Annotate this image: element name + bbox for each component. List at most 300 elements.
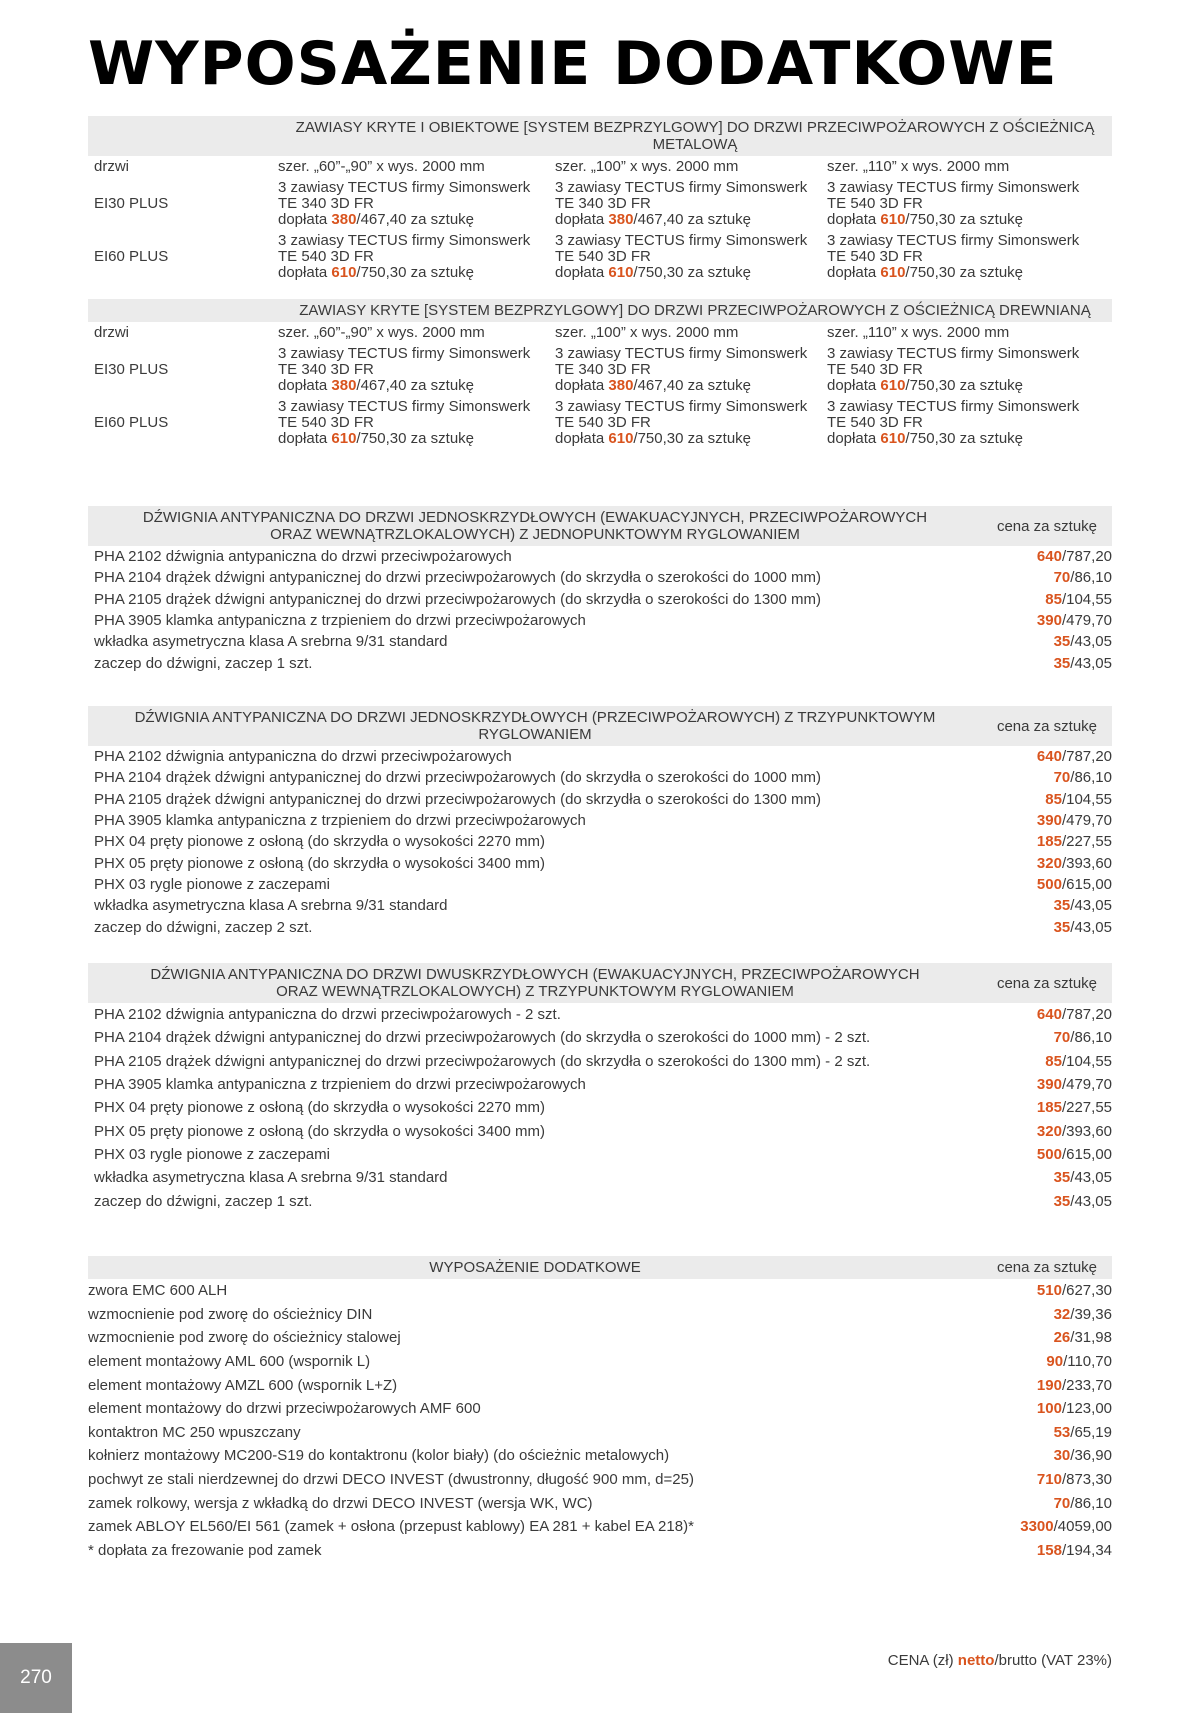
hinge-desc: 3 zawiasy TECTUS firmy Simonswerk [555,397,808,415]
hinge-price [278,378,555,394]
hinge-cell [827,399,1112,447]
price-net: 190 [1036,1376,1062,1394]
price-gross: /750,30 za sztukę [356,429,474,447]
price-gross: /615,00 [1061,875,1112,893]
price-gross: /43,05 [1070,654,1112,672]
item-price [1054,919,1112,936]
section-header [88,706,1112,746]
hinge-desc: 3 zawiasy TECTUS firmy Simonswerk [278,344,531,362]
price-gross: /787,20 [1061,1006,1112,1024]
panic-single-one-point-section [88,506,1112,674]
hinge-price [555,212,827,228]
price-gross: /194,34 [1061,1541,1112,1559]
price-row [88,567,1112,588]
item-price [1054,769,1112,786]
price-row [88,1073,1112,1096]
item-price [1045,1053,1112,1070]
price-net: 380 [608,376,634,394]
price-row [88,1539,1112,1563]
hinge-model: TE 540 3D FR [555,247,651,265]
hinge-price [827,212,1112,228]
price-gross: /110,70 [1063,1353,1112,1371]
price-row [88,652,1112,673]
price-prefix: dopłata [555,376,609,394]
price-net: 26 [1053,1329,1071,1347]
price-gross: /39,36 [1070,1305,1112,1323]
item-price [1037,1076,1112,1093]
hinge-model: TE 540 3D FR [278,413,374,431]
hinge-model: TE 340 3D FR [555,360,651,378]
price-gross: /227,55 [1061,1099,1112,1117]
price-column-label: cena za sztukę [996,717,1098,735]
price-row [88,1468,1112,1492]
price-column-label: cena za sztukę [996,1259,1098,1276]
hinge-price [827,378,1112,394]
hinge-cell [555,233,827,281]
item-price [1054,655,1112,672]
price-net: 3300 [1020,1518,1054,1536]
price-row [88,852,1112,873]
price-gross: /43,05 [1070,897,1112,915]
price-gross: /104,55 [1061,1052,1112,1070]
hinge-desc: 3 zawiasy TECTUS firmy Simonswerk [555,344,808,362]
item-name: element montażowy do drzwi przeciwpożarowych AMF 600 [88,1400,481,1418]
class-label: EI60 PLUS [94,414,169,431]
price-row [88,1373,1112,1397]
hinge-cell [827,346,1112,394]
item-name: PHX 05 pręty pionowe z osłoną (do skrzydła o wysokości 3400 mm) [94,1122,546,1140]
section-title-line: DŹWIGNIA ANTYPANICZNA DO DRZWI JEDNOSKRZYDŁOWYCH (EWAKUACYJNYCH, PRZECIWPOŻAROWYCH [142,509,928,526]
price-row [88,1050,1112,1073]
price-gross: /615,00 [1061,1145,1112,1163]
price-row [88,1421,1112,1445]
price-net: 320 [1036,1122,1062,1140]
price-prefix: dopłata [555,210,609,228]
item-name: PHX 03 rygle pionowe z zaczepami [94,1145,330,1163]
item-name: PHA 2105 drążek dźwigni antypanicznej do drzwi przeciwpożarowych (do skrzydła o szerokości do 1300 mm) - 2 szt. [94,1052,871,1070]
section-header: ZAWIASY KRYTE I OBIEKTOWE [SYSTEM BEZPRZYLGOWY] DO DRZWI PRZECIWPOŻAROWYCH Z OŚCIEŻNICĄ METALOWĄ [88,116,1112,156]
price-net: 320 [1036,854,1062,872]
price-row [88,767,1112,788]
price-gross: /36,90 [1070,1447,1112,1465]
item-name: wkładka asymetryczna klasa A srebrna 9/31 standard [94,897,448,915]
price-net: 35 [1053,897,1071,915]
price-row [88,831,1112,852]
item-price [1037,833,1112,850]
price-gross: /233,70 [1061,1376,1112,1394]
extras-section [88,1256,1112,1562]
price-net: 30 [1053,1447,1071,1465]
price-gross: /467,40 za sztukę [633,210,751,228]
price-row [88,1119,1112,1142]
item-name: PHX 04 pręty pionowe z osłoną (do skrzydła o wysokości 2270 mm) [94,1099,546,1117]
section-title [88,963,982,1003]
class-label: EI60 PLUS [94,248,169,265]
item-name: wzmocnienie pod zworę do ościeżnicy DIN [88,1305,373,1323]
item-name: zaczep do dźwigni, zaczep 2 szt. [94,918,313,936]
price-row [88,589,1112,610]
hinge-desc: 3 zawiasy TECTUS firmy Simonswerk [555,231,808,249]
hinge-price [278,212,555,228]
price-prefix: dopłata [278,376,332,394]
item-price [1037,1099,1112,1116]
price-row [88,1515,1112,1539]
price-net: 35 [1053,633,1071,651]
item-price [1054,1029,1112,1046]
item-name: zwora EMC 600 ALH [88,1282,228,1300]
price-row [88,1444,1112,1468]
hinges-metal-section [88,116,1112,283]
item-price [1037,548,1112,565]
hinge-cell [278,180,555,228]
price-prefix: dopłata [278,210,332,228]
item-price [1054,1306,1112,1323]
price-net: 70 [1053,769,1071,787]
item-price [1037,612,1112,629]
price-row [88,610,1112,631]
section-title-line: WYPOSAŻENIE DODATKOWE [429,1259,641,1276]
price-legend: CENA (zł) netto/brutto (VAT 23%) [887,1652,1112,1669]
price-row [88,1279,1112,1303]
price-gross: /479,70 [1061,812,1112,830]
price-row [88,1189,1112,1212]
hinges-wood-section [88,299,1112,449]
price-gross: /43,05 [1070,1192,1112,1210]
panic-double-three-point-section [88,963,1112,1213]
item-price [1037,855,1112,872]
price-prefix: dopłata [278,263,332,281]
hinge-price [278,265,555,281]
price-gross: /787,20 [1061,548,1112,566]
price-net: 610 [331,263,357,281]
item-name: PHA 2105 drążek dźwigni antypanicznej do drzwi przeciwpożarowych (do skrzydła o szerokości do 1300 mm) [94,790,822,808]
item-name: pochwyt ze stali nierdzewnej do drzwi DECO INVEST (dwustronny, długość 900 mm, d=25) [88,1471,694,1489]
price-gross: /393,60 [1061,854,1112,872]
item-price [1046,1353,1112,1370]
price-gross: /104,55 [1061,790,1112,808]
price-net: 70 [1053,569,1071,587]
hinge-row [88,343,1112,396]
price-gross: /750,30 za sztukę [356,263,474,281]
price-row [88,631,1112,652]
hinge-model: TE 540 3D FR [278,247,374,265]
price-gross: /750,30 za sztukę [633,263,751,281]
price-gross: /86,10 [1070,1494,1112,1512]
price-row [88,895,1112,916]
price-legend-net: netto [957,1652,995,1669]
item-name: PHA 2104 drążek dźwigni antypanicznej do drzwi przeciwpożarowych (do skrzydła o szerokości do 1000 mm) [94,569,822,587]
hinge-row [88,396,1112,449]
item-name: PHX 04 pręty pionowe z osłoną (do skrzydła o wysokości 2270 mm) [94,833,546,851]
hinge-size-row [88,156,1112,177]
item-price [1054,1447,1112,1464]
price-gross: /750,30 za sztukę [633,429,751,447]
item-price [1054,1329,1112,1346]
price-gross: /104,55 [1061,590,1112,608]
price-gross: /627,30 [1061,1282,1112,1300]
hinge-size-row [88,322,1112,343]
price-row [88,1397,1112,1421]
item-price [1054,1424,1112,1441]
class-label: EI30 PLUS [94,195,169,212]
hinge-model: TE 540 3D FR [827,413,923,431]
hinge-desc: 3 zawiasy TECTUS firmy Simonswerk [827,178,1080,196]
item-price [1045,791,1112,808]
item-name: zaczep do dźwigni, zaczep 1 szt. [94,1192,313,1210]
section-title-line: ORAZ WEWNĄTRZLOKALOWYCH) Z TRZYPUNKTOWYM RYGLOWANIEM [276,983,794,1000]
item-name: kontaktron MC 250 wpuszczany [88,1423,301,1441]
hinge-row [88,230,1112,283]
hinge-desc: 3 zawiasy TECTUS firmy Simonswerk [278,397,531,415]
price-row [88,546,1112,567]
price-net: 610 [608,263,634,281]
item-name: PHX 05 pręty pionowe z osłoną (do skrzydła o wysokości 3400 mm) [94,854,546,872]
item-name: PHA 2102 dźwignia antypaniczna do drzwi przeciwpożarowych [94,548,512,566]
section-header [88,1256,1112,1279]
price-net: 35 [1053,1169,1071,1187]
price-row [88,746,1112,767]
item-name: * dopłata za frezowanie pod zamek [88,1541,322,1559]
price-prefix: dopłata [827,263,881,281]
price-net: 610 [880,210,906,228]
item-name: PHA 2105 drążek dźwigni antypanicznej do drzwi przeciwpożarowych (do skrzydła o szerokości do 1300 mm) [94,590,822,608]
price-row [88,916,1112,937]
section-header: ZAWIASY KRYTE [SYSTEM BEZPRZYLGOWY] DO DRZWI PRZECIWPOŻAROWYCH Z OŚCIEŻNICĄ DREWNIANĄ [88,299,1112,322]
item-name: wkładka asymetryczna klasa A srebrna 9/31 standard [94,1169,448,1187]
price-prefix: dopłata [827,376,881,394]
item-name: PHA 2104 drążek dźwigni antypanicznej do drzwi przeciwpożarowych (do skrzydła o szerokości do 1000 mm) - 2 szt. [94,1029,871,1047]
item-price [1054,897,1112,914]
hinge-price [555,265,827,281]
door-label: drzwi [94,324,130,341]
price-gross: /86,10 [1070,769,1112,787]
section-title-line: ORAZ WEWNĄTRZLOKALOWYCH) Z JEDNOPUNKTOWYM RYGLOWANIEM [270,526,800,543]
hinge-model: TE 340 3D FR [278,360,374,378]
price-gross: /467,40 za sztukę [356,376,474,394]
hinge-model: TE 540 3D FR [827,247,923,265]
item-name: zamek rolkowy, wersja z wkładką do drzwi DECO INVEST (wersja WK, WC) [88,1494,593,1512]
hinge-desc: 3 zawiasy TECTUS firmy Simonswerk [278,178,531,196]
price-net: 610 [880,376,906,394]
price-row [88,810,1112,831]
item-price [1054,569,1112,586]
item-price [1054,1495,1112,1512]
size-label: szer. „110” x wys. 2000 mm [827,158,1010,175]
price-gross: /467,40 za sztukę [633,376,751,394]
item-price [1037,1377,1112,1394]
hinge-price [555,431,827,447]
item-price [1020,1518,1112,1535]
price-column-label: cena za sztukę [996,517,1098,535]
price-net: 70 [1053,1494,1071,1512]
item-name: zamek ABLOY EL560/EI 561 (zamek + osłona (przepust kablowy) EA 281 + kabel EA 218)* [88,1518,694,1536]
hinge-desc: 3 zawiasy TECTUS firmy Simonswerk [827,231,1080,249]
price-net: 32 [1053,1305,1071,1323]
price-prefix: dopłata [555,429,609,447]
price-row [88,1350,1112,1374]
price-net: 90 [1046,1353,1064,1371]
item-name: PHA 2104 drążek dźwigni antypanicznej do drzwi przeciwpożarowych (do skrzydła o szerokości do 1000 mm) [94,769,822,787]
price-row [88,874,1112,895]
hinge-cell [278,233,555,281]
price-net: 610 [608,429,634,447]
item-name: wkładka asymetryczna klasa A srebrna 9/31 standard [94,633,448,651]
item-price [1037,876,1112,893]
price-net: 640 [1036,1006,1062,1024]
price-gross: /31,98 [1070,1329,1112,1347]
hinge-desc: 3 zawiasy TECTUS firmy Simonswerk [555,178,808,196]
section-title-line: DŹWIGNIA ANTYPANICZNA DO DRZWI DWUSKRZYDŁOWYCH (EWAKUACYJNYCH, PRZECIWPOŻAROWYCH [150,966,920,983]
item-name: wzmocnienie pod zworę do ościeżnicy stalowej [88,1329,401,1347]
price-gross: /479,70 [1061,1076,1112,1094]
item-name: PHA 2102 dźwignia antypaniczna do drzwi przeciwpożarowych [94,748,512,766]
hinge-cell [827,233,1112,281]
price-gross: /86,10 [1070,569,1112,587]
price-net: 380 [608,210,634,228]
hinge-price [278,431,555,447]
price-row [88,1026,1112,1049]
hinge-model: TE 540 3D FR [827,194,923,212]
section-title [88,1256,982,1279]
hinge-cell [278,399,555,447]
price-gross: /123,00 [1061,1400,1112,1418]
item-price [1054,1193,1112,1210]
panic-single-three-point-section [88,706,1112,938]
price-row [88,1143,1112,1166]
price-row [88,1303,1112,1327]
item-name: PHA 3905 klamka antypaniczna z trzpieniem do drzwi przeciwpożarowych [94,812,586,830]
price-net: 610 [880,429,906,447]
hinge-price [827,265,1112,281]
price-gross: /86,10 [1070,1029,1112,1047]
price-row [88,1166,1112,1189]
price-gross: /43,05 [1070,1169,1112,1187]
item-name: PHA 3905 klamka antypaniczna z trzpieniem do drzwi przeciwpożarowych [94,1076,586,1094]
price-column-label: cena za sztukę [996,974,1098,992]
item-price [1037,1282,1112,1299]
price-net: 85 [1045,590,1062,608]
price-net: 710 [1036,1471,1062,1489]
section-title-line: DŹWIGNIA ANTYPANICZNA DO DRZWI JEDNOSKRZYDŁOWYCH (PRZECIWPOŻAROWYCH) Z TRZYPUNKTOWYM RYGLOWANIEM [134,709,936,743]
item-price [1037,812,1112,829]
price-net: 390 [1036,812,1062,830]
hinge-desc: 3 zawiasy TECTUS firmy Simonswerk [827,344,1080,362]
price-net: 510 [1036,1282,1062,1300]
hinge-price [555,378,827,394]
price-row [88,1326,1112,1350]
hinge-model: TE 340 3D FR [555,194,651,212]
price-net: 53 [1053,1423,1071,1441]
hinge-model: TE 540 3D FR [827,360,923,378]
price-net: 500 [1036,1145,1062,1163]
item-price [1037,1146,1112,1163]
price-net: 185 [1036,833,1062,851]
price-net: 390 [1036,1076,1062,1094]
class-label: EI30 PLUS [94,361,169,378]
price-row [88,1491,1112,1515]
price-net: 85 [1045,1052,1062,1070]
price-gross: /4059,00 [1053,1518,1112,1536]
price-net: 380 [331,376,357,394]
hinge-cell [555,180,827,228]
door-label: drzwi [94,158,130,175]
price-gross: /43,05 [1070,918,1112,936]
section-header [88,963,1112,1003]
item-name: element montażowy AMZL 600 (wspornik L+Z) [88,1376,398,1394]
hinge-desc: 3 zawiasy TECTUS firmy Simonswerk [827,397,1080,415]
price-row [88,1003,1112,1026]
price-gross: /873,30 [1061,1471,1112,1489]
item-price [1054,1169,1112,1186]
price-net: 380 [331,210,357,228]
item-price [1054,633,1112,650]
price-gross: /43,05 [1070,633,1112,651]
price-gross: /750,30 za sztukę [905,263,1023,281]
hinge-model: TE 340 3D FR [278,194,374,212]
item-price [1037,1006,1112,1023]
price-gross: /227,55 [1061,833,1112,851]
item-price [1037,1542,1112,1559]
price-gross: /787,20 [1061,748,1112,766]
page-number: 270 [0,1643,72,1713]
size-label: szer. „110” x wys. 2000 mm [827,324,1010,341]
hinge-price [827,431,1112,447]
price-net: 158 [1036,1541,1062,1559]
hinge-model: TE 540 3D FR [555,413,651,431]
price-net: 640 [1036,748,1062,766]
item-name: zaczep do dźwigni, zaczep 1 szt. [94,654,313,672]
price-net: 35 [1053,1192,1071,1210]
hinge-cell [827,180,1112,228]
hinge-row [88,177,1112,230]
item-name: PHX 03 rygle pionowe z zaczepami [94,875,330,893]
price-net: 85 [1045,790,1062,808]
item-name: kołnierz montażowy MC200-S19 do kontaktronu (kolor biały) (do ościeżnic metalowych) [88,1447,670,1465]
price-net: 390 [1036,612,1062,630]
price-net: 35 [1053,654,1071,672]
section-title [88,706,982,746]
price-net: 500 [1036,875,1062,893]
hinge-cell [555,346,827,394]
price-gross: /467,40 za sztukę [356,210,474,228]
item-price [1045,591,1112,608]
price-row [88,789,1112,810]
item-price [1037,1123,1112,1140]
price-gross: /750,30 za sztukę [905,429,1023,447]
item-price [1037,1400,1112,1417]
price-net: 100 [1036,1400,1062,1418]
price-gross: /479,70 [1061,612,1112,630]
section-header [88,506,1112,546]
price-net: 35 [1053,918,1071,936]
price-gross: /393,60 [1061,1122,1112,1140]
price-row [88,1096,1112,1119]
hinge-cell [555,399,827,447]
page-title: WYPOSAŻENIE DODATKOWE [88,29,1058,99]
price-gross: /65,19 [1070,1423,1112,1441]
price-prefix: dopłata [827,429,881,447]
size-label: szer. „60”-„90” x wys. 2000 mm [278,324,485,341]
price-net: 610 [880,263,906,281]
price-net: 610 [331,429,357,447]
item-price [1037,1471,1112,1488]
item-name: PHA 2102 dźwignia antypaniczna do drzwi przeciwpożarowych - 2 szt. [94,1006,561,1024]
item-price [1037,748,1112,765]
section-title [88,506,982,546]
item-name: element montażowy AML 600 (wspornik L) [88,1353,371,1371]
price-net: 640 [1036,548,1062,566]
price-net: 185 [1036,1099,1062,1117]
